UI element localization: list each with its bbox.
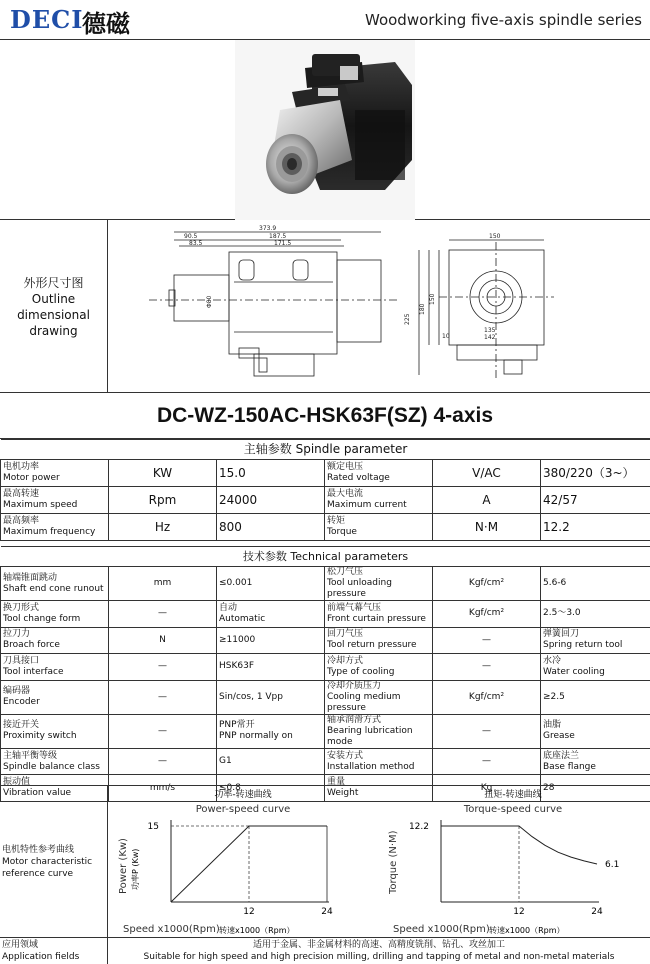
torque-title-en: Torque-speed curve (463, 804, 563, 815)
param-value: 15.0 (217, 460, 325, 487)
param-name: 拉刀力 Broach force (1, 627, 109, 654)
dim-length-5: 83.5 (189, 240, 203, 247)
application-text (108, 938, 650, 963)
param-name: 转矩 Torque (325, 514, 433, 541)
spindle-param-heading: 主轴参数 Spindle parameter (1, 440, 650, 460)
page-header (0, 0, 650, 40)
motor-curves-section (0, 785, 650, 938)
dim-width: 150 (489, 233, 501, 240)
dim-length-2: 187.5 (269, 233, 287, 240)
brand-logo-cn: 德磁 (82, 9, 130, 38)
param-name: 重量 Weight (325, 775, 433, 802)
param-name: 轴端锥面跳动 Shaft end cone runout (1, 567, 109, 601)
power-x-tick-12: 12 (243, 907, 255, 917)
param-name: 安装方式 Installation method (325, 748, 433, 775)
power-title-en: Power-speed curve (195, 804, 291, 815)
spindle-row (1, 460, 650, 487)
torque-title-cn: 扭矩-转速曲线 (484, 790, 542, 800)
param-name: 电机功率 Motor power (1, 460, 109, 487)
param-value: 12.2 (541, 514, 650, 541)
technical-row (1, 714, 650, 748)
param-name: 额定电压 Rated voltage (325, 460, 433, 487)
torque-y-tick-label: 12.2 (408, 822, 429, 832)
param-name: 前端气幕气压 Front curtain pressure (325, 601, 433, 628)
param-value: 油脂 Grease (541, 714, 650, 748)
brand-logo: DECI (10, 5, 84, 34)
param-value: 42/57 (541, 487, 650, 514)
power-ylabel-en: Power (Kw) (118, 838, 129, 894)
param-value: ≥11000 (217, 627, 325, 654)
drawing-label-cn: 外形尺寸图 (23, 275, 84, 290)
param-unit: N (109, 627, 217, 654)
param-value: 2.5～3.0 (541, 601, 650, 628)
spindle-row (1, 514, 650, 541)
param-name: 轴承润滑方式 Bearing lubrication mode (325, 714, 433, 748)
param-value: 自动 Automatic (217, 601, 325, 628)
param-unit: Rpm (109, 487, 217, 514)
param-unit: Kgf/cm² (433, 567, 541, 601)
param-unit: — (109, 654, 217, 681)
param-value: G1 (217, 748, 325, 775)
param-name: 回刀气压 Tool return pressure (325, 627, 433, 654)
outline-drawing (109, 220, 650, 393)
param-value: 5.6-6 (541, 567, 650, 601)
power-xlabel-cn: 转速x1000（Rpm） (219, 926, 295, 935)
torque-xlabel-en: Speed x1000(Rpm) (393, 924, 490, 935)
param-unit: — (109, 748, 217, 775)
dim-10: 10 (442, 333, 450, 340)
torque-x-tick-12: 12 (513, 907, 525, 917)
technical-row (1, 627, 650, 654)
dim-135: 135 (484, 327, 496, 334)
param-name: 主轴平衡等级 Spindle balance class (1, 748, 109, 775)
param-name: 冷却介质压力 Cooling medium pressure (325, 680, 433, 714)
param-value: 水冷 Water cooling (541, 654, 650, 681)
param-name: 最高频率 Maximum frequency (1, 514, 109, 541)
param-unit: — (109, 714, 217, 748)
application-fields (0, 938, 650, 964)
technical-row (1, 601, 650, 628)
drawing-label-en3: drawing (29, 323, 78, 338)
technical-row (1, 567, 650, 601)
curves-label (0, 786, 108, 938)
technical-row (1, 748, 650, 775)
param-value: ≥2.5 (541, 680, 650, 714)
param-unit: — (433, 654, 541, 681)
param-name: 最高转速 Maximum speed (1, 487, 109, 514)
param-name: 振动值 Vibration value (1, 775, 109, 802)
param-value: ≤0.8 (217, 775, 325, 802)
param-value: 800 (217, 514, 325, 541)
dim-length-3: 171.5 (274, 240, 292, 247)
param-unit: — (433, 748, 541, 775)
model-title: DC-WZ-150AC-HSK63F(SZ) 4-axis (0, 393, 650, 439)
torque-xlabel-cn: 转速x1000（Rpm） (489, 926, 565, 935)
param-name: 换刀形式 Tool change form (1, 601, 109, 628)
param-value: 24000 (217, 487, 325, 514)
param-value: Sin/cos, 1 Vpp (217, 680, 325, 714)
param-name: 刀具接口 Tool interface (1, 654, 109, 681)
param-value: 弹簧回刀 Spring return tool (541, 627, 650, 654)
dim-height-180: 180 (419, 303, 426, 315)
product-photo (0, 40, 650, 220)
param-value: 28 (541, 775, 650, 802)
param-value: PNP常开 PNP normally on (217, 714, 325, 748)
param-name: 冷却方式 Type of cooling (325, 654, 433, 681)
param-unit: — (433, 627, 541, 654)
dim-height-150: 150 (429, 293, 436, 305)
power-ylabel-cn: 功率P (Kw) (131, 848, 140, 890)
series-title: Woodworking five-axis spindle series (365, 11, 642, 29)
param-unit: Hz (109, 514, 217, 541)
param-name: 接近开关 Proximity switch (1, 714, 109, 748)
drawing-label-en2: dimensional (17, 307, 90, 322)
param-unit: — (433, 714, 541, 748)
param-name: 最大电流 Maximum current (325, 487, 433, 514)
param-name: 编码器 Encoder (1, 680, 109, 714)
outline-drawing-section (0, 220, 650, 393)
outline-drawing-label (0, 220, 108, 393)
param-unit: Kg (433, 775, 541, 802)
curves-label-en2: reference curve (2, 869, 74, 879)
power-xlabel-en: Speed x1000(Rpm) (123, 924, 220, 935)
dim-diameter: Φ80 (206, 295, 213, 308)
param-unit: A (433, 487, 541, 514)
technical-row (1, 654, 650, 681)
spindle-parameter-table (0, 439, 650, 541)
technical-parameter-table (0, 546, 650, 802)
param-unit: — (109, 680, 217, 714)
technical-param-heading: 技术参数 Technical parameters (1, 547, 650, 567)
technical-row (1, 680, 650, 714)
dim-height-225: 225 (404, 313, 411, 325)
application-label (0, 938, 108, 964)
application-label-cn: 应用领域 (2, 940, 39, 950)
param-unit: N·M (433, 514, 541, 541)
dim-overall-length: 373.9 (259, 225, 277, 232)
param-unit: mm (109, 567, 217, 601)
torque-x-tick-24: 24 (591, 907, 603, 917)
param-value: HSK63F (217, 654, 325, 681)
param-unit: KW (109, 460, 217, 487)
param-value: 底座法兰 Base flange (541, 748, 650, 775)
application-text-cn: 适用于金属、非金属材料的高速、高精度铣削、钻孔、攻丝加工 (252, 940, 505, 950)
power-x-tick-24: 24 (321, 907, 333, 917)
param-unit: — (109, 601, 217, 628)
application-text-en: Suitable for high speed and high precision milling, drilling and tapping of metal and non-metal materials (143, 952, 615, 962)
param-value: ≤0.001 (217, 567, 325, 601)
spindle-row (1, 487, 650, 514)
param-unit: V/AC (433, 460, 541, 487)
power-title-cn: 功率-转速曲线 (214, 790, 272, 800)
param-unit: mm/s (109, 775, 217, 802)
dim-length-4: 90.5 (184, 233, 198, 240)
application-label-en: Application fields (2, 952, 80, 962)
param-value: 380/220（3~） (541, 460, 650, 487)
param-unit: Kgf/cm² (433, 680, 541, 714)
param-unit: Kgf/cm² (433, 601, 541, 628)
drawing-label-en1: Outline (31, 291, 76, 306)
power-y-tick-label: 15 (147, 822, 159, 832)
motor-curves-charts (109, 786, 650, 938)
spindle-photo-image (0, 40, 650, 220)
param-name: 松刀气压 Tool unloading pressure (325, 567, 433, 601)
curves-label-cn: 电机特性参考曲线 (2, 845, 75, 855)
torque-ylabel-en: Torque (N·M) (388, 830, 399, 894)
curves-label-en1: Motor characteristic (2, 857, 93, 867)
dim-142: 142 (484, 334, 496, 341)
torque-end-label: 6.1 (605, 860, 620, 870)
